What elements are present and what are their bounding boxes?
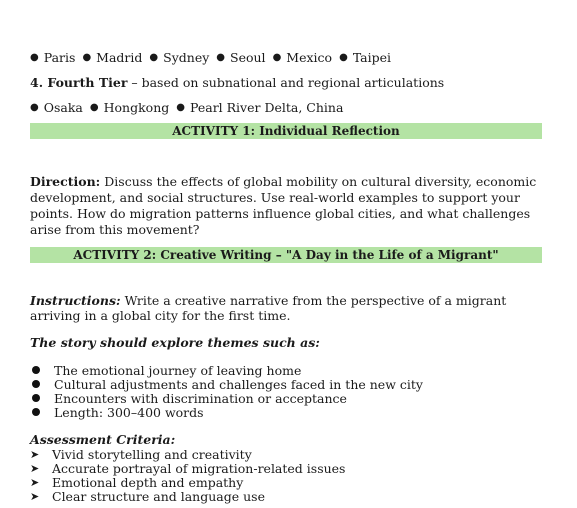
bullet-icon bbox=[32, 366, 40, 374]
city-item: Taipei bbox=[352, 50, 392, 65]
theme-text: The emotional journey of leaving home bbox=[54, 362, 302, 378]
bullet-icon: ● bbox=[30, 102, 39, 113]
list-item bbox=[30, 475, 550, 489]
criteria-list bbox=[30, 447, 550, 503]
criteria-text: Clear structure and language use bbox=[52, 488, 265, 504]
bullet-icon: ● bbox=[82, 52, 92, 63]
criteria-text: Emotional depth and empathy bbox=[52, 474, 244, 490]
bullet-icon: ● bbox=[176, 102, 185, 113]
bullet-icon: ● bbox=[30, 52, 39, 63]
bullet-icon: ● bbox=[216, 52, 226, 63]
city-list-2 bbox=[30, 100, 350, 115]
city-item: Pearl River Delta, China bbox=[190, 100, 344, 115]
arrow-bullet-icon: ➤ bbox=[30, 447, 40, 461]
bullet-icon bbox=[32, 380, 40, 388]
activity2-title-bar: ACTIVITY 2: Creative Writing – "A Day in the Life of a Migrant" bbox=[30, 247, 542, 263]
list-item bbox=[30, 405, 550, 419]
list-item bbox=[30, 489, 550, 503]
city-item: Osaka bbox=[43, 100, 83, 115]
arrow-bullet-icon: ➤ bbox=[30, 489, 40, 503]
bullet-icon bbox=[32, 394, 40, 402]
bullet-icon: ● bbox=[89, 102, 99, 113]
arrow-bullet-icon: ➤ bbox=[30, 475, 40, 489]
direction-text: Discuss the effects of global mobility on cultural diversity, economic development, and social structures. Use real-world examples to support your points. How do migration patterns influence global cities, and what challenges arise from this movement? bbox=[30, 174, 537, 237]
bullet-icon bbox=[32, 408, 40, 416]
direction-label: Direction: bbox=[30, 174, 101, 189]
city-item: Sydney bbox=[163, 50, 210, 65]
city-list-1 bbox=[30, 50, 398, 65]
criteria-heading: Assessment Criteria: bbox=[30, 432, 176, 447]
theme-text: Length: 300–400 words bbox=[54, 404, 204, 420]
instructions-text: Write a creative narrative from the perspective of a migrant arriving in a global city for the first time. bbox=[30, 293, 507, 323]
bullet-icon: ● bbox=[149, 52, 159, 63]
city-item: Madrid bbox=[96, 50, 143, 65]
fourth-tier-label: 4. Fourth Tier bbox=[30, 75, 128, 90]
list-item bbox=[30, 447, 550, 461]
themes-list bbox=[30, 363, 550, 419]
bullet-icon: ● bbox=[272, 52, 282, 63]
theme-text: Cultural adjustments and challenges faced in the new city bbox=[54, 376, 423, 392]
list-item bbox=[30, 363, 550, 377]
direction-paragraph bbox=[30, 174, 545, 238]
list-item bbox=[30, 377, 550, 391]
fourth-tier-line bbox=[30, 75, 444, 90]
instructions-paragraph bbox=[30, 293, 545, 323]
instructions-label: Instructions: bbox=[30, 293, 121, 308]
city-item: Hongkong bbox=[103, 100, 170, 115]
activity1-title-bar: ACTIVITY 1: Individual Reflection bbox=[30, 123, 542, 139]
list-item bbox=[30, 461, 550, 475]
arrow-bullet-icon: ➤ bbox=[30, 461, 40, 475]
list-item bbox=[30, 391, 550, 405]
city-item: Seoul bbox=[230, 50, 266, 65]
themes-heading: The story should explore themes such as: bbox=[30, 335, 320, 350]
bullet-icon: ● bbox=[339, 52, 348, 63]
city-item: Paris bbox=[43, 50, 76, 65]
city-item: Mexico bbox=[286, 50, 333, 65]
theme-text: Encounters with discrimination or acceptance bbox=[54, 390, 347, 406]
criteria-text: Accurate portrayal of migration-related issues bbox=[52, 460, 346, 476]
fourth-tier-text: – based on subnational and regional articulations bbox=[127, 75, 445, 90]
criteria-text: Vivid storytelling and creativity bbox=[52, 446, 252, 462]
